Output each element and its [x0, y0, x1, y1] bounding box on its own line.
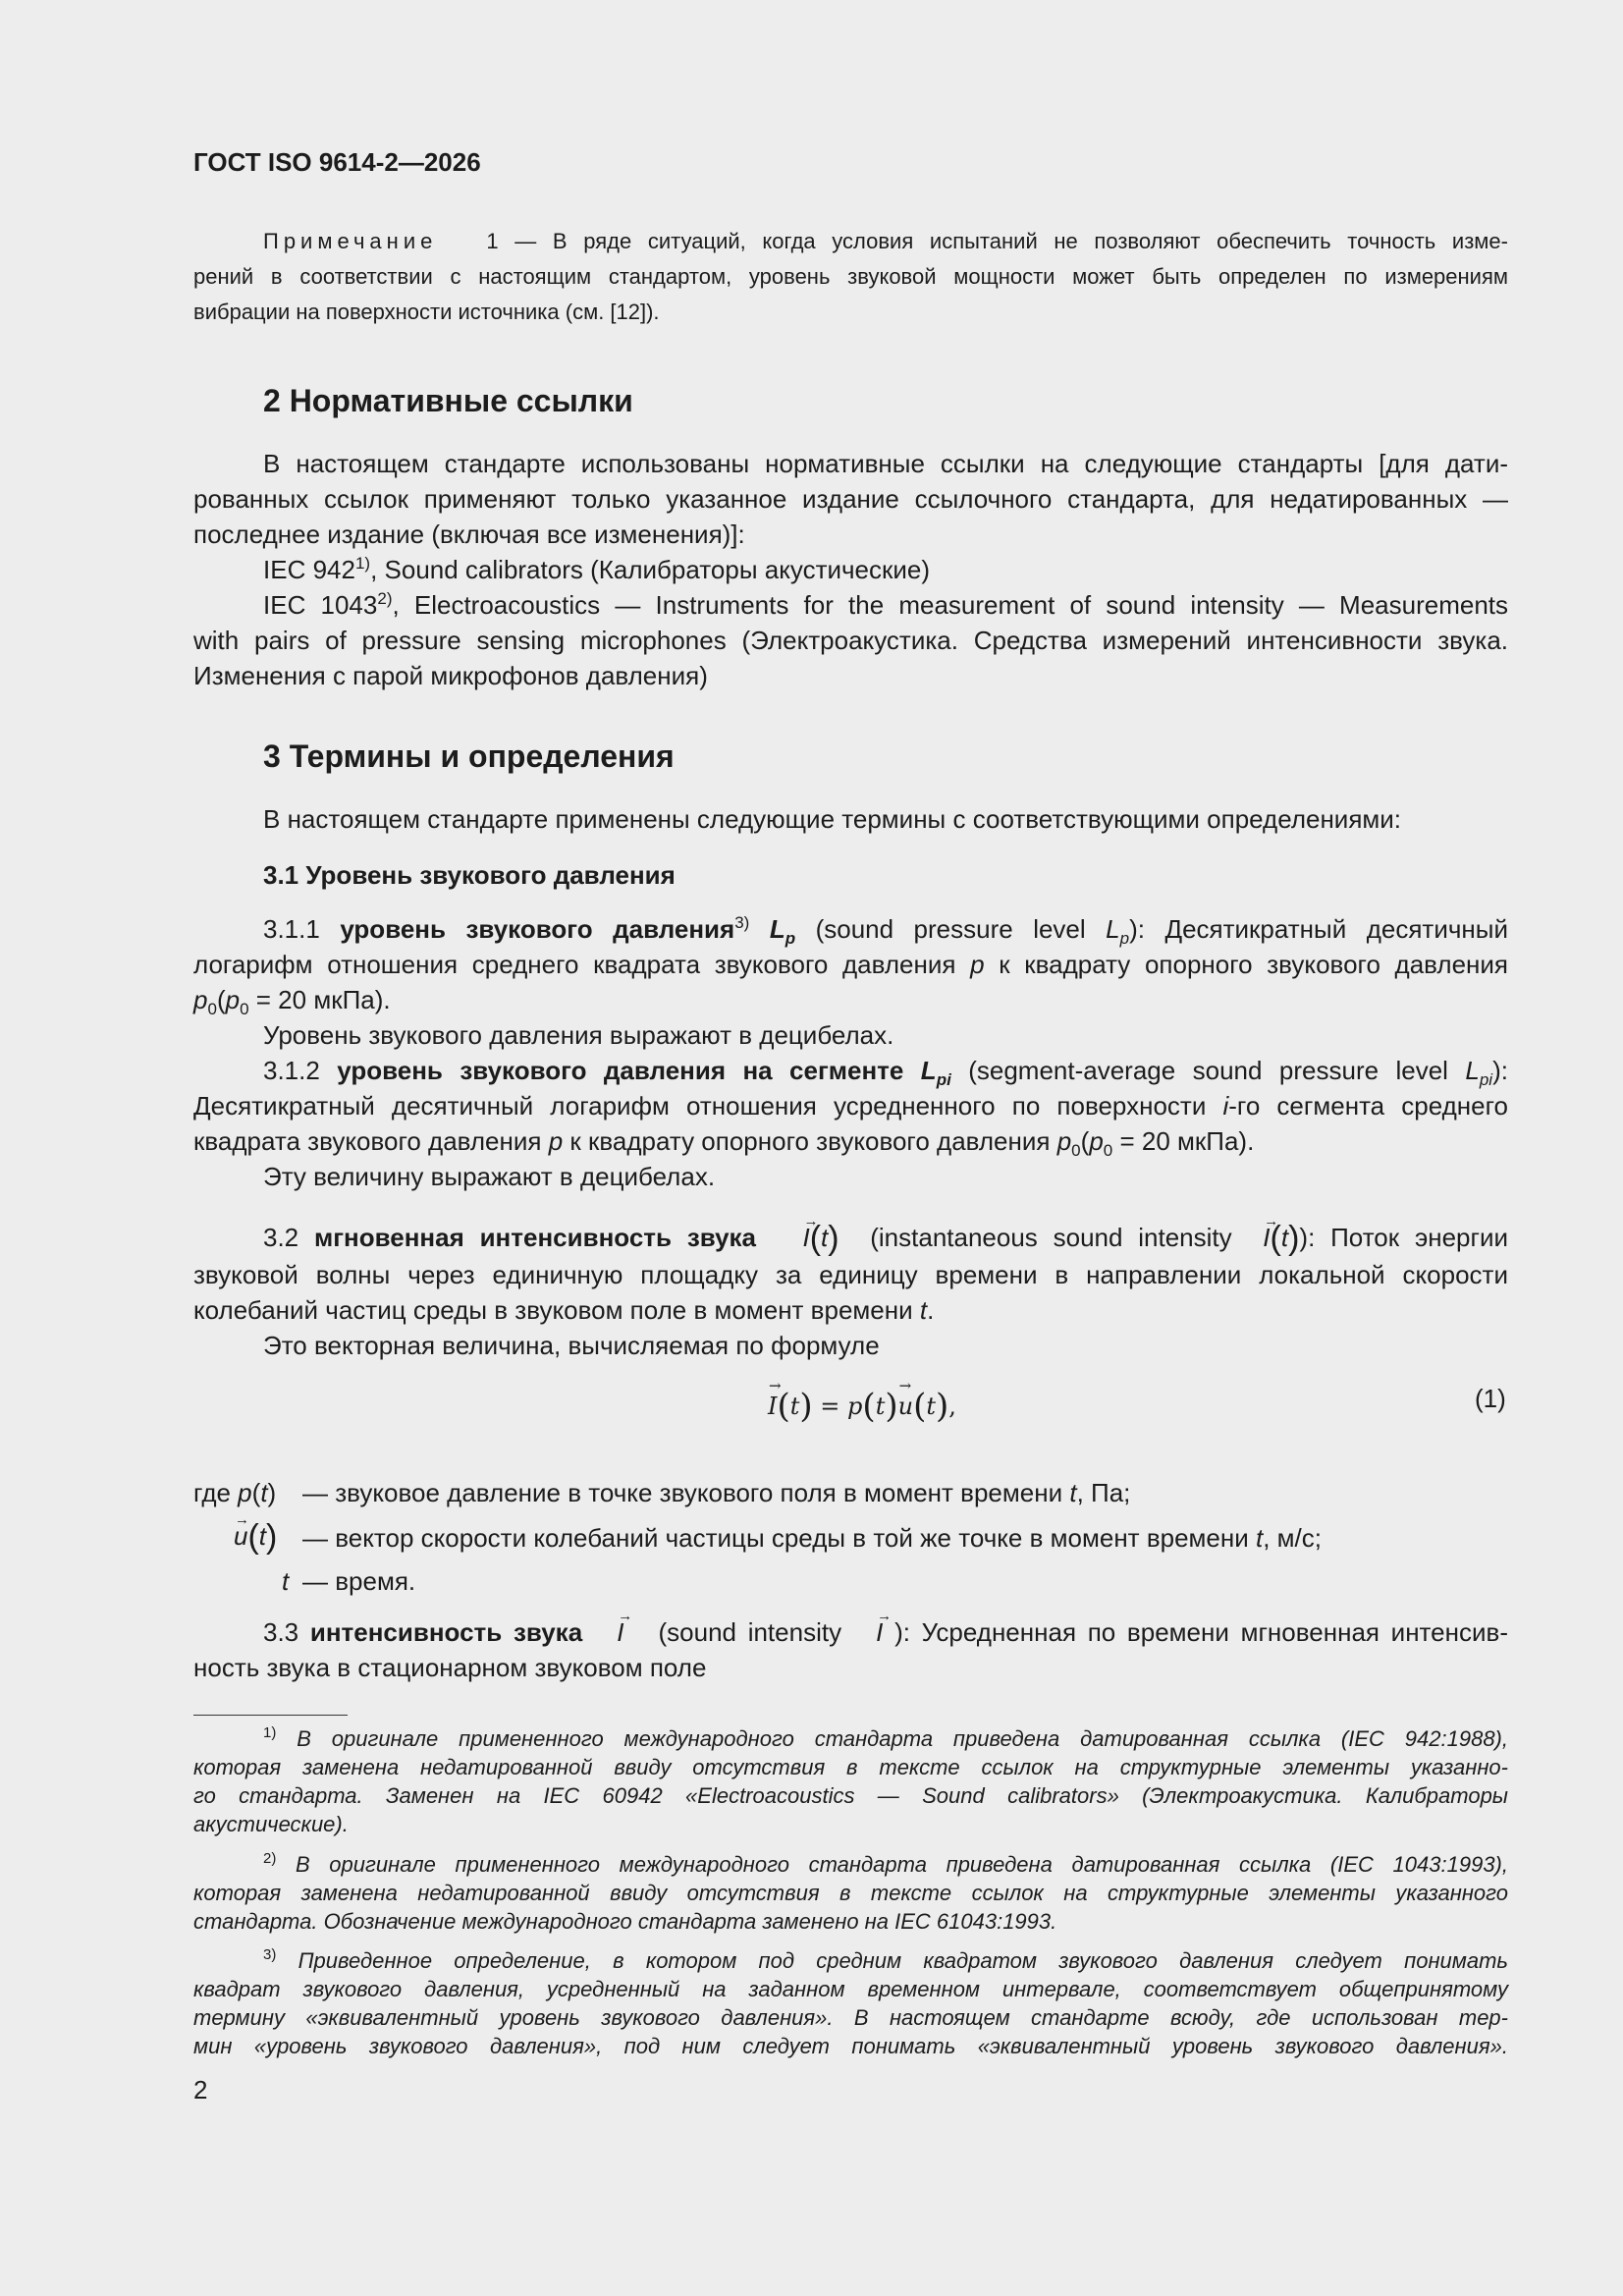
term-3-1-2-line-2: Десятикратный десятичный логарифм отношения усредненного по поверхности i-го сегмента среднего: [193, 1091, 1508, 1121]
term-3-2-line-3: колебаний частиц среды в звуковом поле в момент времени t.: [193, 1295, 935, 1325]
where-u-description: — вектор скорости колебаний частицы среды в той же точке в момент времени t, м/с;: [302, 1523, 1323, 1553]
term-3-1-2-line-4: Эту величину выражают в децибелах.: [263, 1162, 716, 1191]
page-number: 2: [193, 2075, 208, 2105]
footnote-1-line-2: которая заменена недатированной ввиду отсутствия в тексте ссылок на структурные элементы указанно-: [193, 1755, 1508, 1779]
document-header: ГОСТ ISO 9614-2—2026: [193, 147, 481, 177]
footnote-1-line-3: го стандарта. Заменен на IEC 60942 «Electroacoustics — Sound calibrators» (Электроакустика. Калибраторы: [193, 1783, 1508, 1808]
note-line-1: [263, 224, 1508, 259]
footnote-2: $^{2)}$ В оригинале примененного международного стандарта приведена датированная ссылка (IEC 1043:1993),: [263, 1850, 1508, 1877]
footnote-separator: [193, 1715, 348, 1716]
footnote-1-line-4: акустические).: [193, 1812, 349, 1836]
section-2-para-line-3: последнее издание (включая все изменения)]:: [193, 519, 745, 549]
footnote-3: $^{3)}$ Приведенное определение, в котором под средним квадратом звукового давления следует понимать: [263, 1946, 1508, 1973]
reference-iec-1043: IEC 1043$^{2)}$, Electroacoustics — Instruments for the measurement of sound intensity — Measurements: [263, 589, 1508, 620]
section-2-para-line-1: В настоящем стандарте использованы нормативные ссылки на следующие стандарты [для дати-: [263, 449, 1508, 478]
term-3-2-line-2: звуковой волны через единичную площадку за единицу времени в направлении локальной скорости: [193, 1260, 1508, 1289]
footnote-3-line-4: мин «уровень звукового давления», под ним следует понимать «эквивалентный уровень звукового давления».: [193, 2034, 1508, 2058]
footnote-2-line-2: которая заменена недатированной ввиду отсутствия в тексте ссылок на структурные элементы указанного: [193, 1881, 1508, 1905]
note-line-3: вибрации на поверхности источника (см. [12]).: [193, 300, 660, 324]
where-t-symbol: t: [282, 1566, 290, 1596]
reference-iec-942: IEC 942$^{1)}$, Sound calibrators (Калибраторы акустические): [263, 554, 931, 584]
reference-iec-1043-line-3: Изменения с парой микрофонов давления): [193, 661, 708, 690]
term-3-3: 3.3 интенсивность звука → I (sound intensity → I ): Усредненная по времени мгновенная интенсив-: [263, 1614, 1508, 1650]
term-3-1-1: 3.1.1 уровень звукового давления$^{3)}$ $L_p$ (sound pressure level $L_p$): Десятикратный десятичный: [263, 913, 1508, 948]
footnote-ref-1: 1): [354, 554, 371, 573]
reference-iec-1043-line-2: with pairs of pressure sensing microphones (Электроакустика. Средства измерений интенсивности звука.: [193, 626, 1508, 655]
where-p-symbol: где p(t): [193, 1478, 277, 1507]
section-3-title: 3 Термины и определения: [263, 738, 675, 774]
term-3-1-2: 3.1.2 уровень звукового давления на сегменте $L_{pi}$ (segment-average sound pressure level $L_{pi}$):: [263, 1056, 1508, 1089]
where-t-description: — время.: [302, 1566, 416, 1596]
term-3-1-1-line-3: $p_0(p_0 = 20$ мкПа).: [193, 985, 391, 1018]
note-number: 1: [486, 229, 499, 253]
section-2-title: 2 Нормативные ссылки: [263, 383, 633, 418]
subsection-3-1-title: 3.1 Уровень звукового давления: [263, 860, 676, 890]
section-2-para-line-2: рованных ссылок применяют только указанное издание ссылочного стандарта, для недатированных —: [193, 484, 1508, 514]
footnote-ref-2: 2): [377, 589, 393, 608]
footnote-3-line-2: квадрат звукового давления, усредненный на заданном временном интервале, соответствует общепринятому: [193, 1977, 1508, 2001]
term-3-1-1-line-4: Уровень звукового давления выражают в децибелах.: [263, 1020, 894, 1050]
footnote-ref-3: 3): [734, 913, 750, 932]
term-3-3-line-2: ность звука в стационарном звуковом поле: [193, 1653, 707, 1682]
note-label: Примечание: [263, 229, 438, 253]
note-line-2: рений в соответствии с настоящим стандартом, уровень звуковой мощности может быть определен по измерениям: [193, 264, 1508, 289]
term-3-1-2-line-3: квадрата звукового давления p к квадрату опорного звукового давления $p_0(p_0 = 20$ мкПа).: [193, 1126, 1255, 1160]
intensity-vector-symbol: → I: [802, 1220, 809, 1255]
term-3-2-line-4: Это векторная величина, вычисляемая по формуле: [263, 1331, 880, 1360]
section-3-intro: В настоящем стандарте применены следующие термины с соответствующими определениями:: [263, 804, 1402, 834]
where-p-description: — звуковое давление в точке звукового поля в момент времени t, Па;: [302, 1478, 1131, 1507]
footnote-1: $^{1)}$ В оригинале примененного международного стандарта приведена датированная ссылка (IEC 942:1988),: [263, 1724, 1508, 1751]
footnote-3-line-3: термину «эквивалентный уровень звукового давления». В настоящем стандарте всюду, где использован тер-: [193, 2005, 1508, 2030]
where-u-symbol: → u(t): [234, 1518, 277, 1555]
formula-1: → I(t) = p(t)→ u(t),: [768, 1387, 956, 1426]
note-text: — В ряде ситуаций, когда условия испытаний не позволяют обеспечить точность изме-: [514, 229, 1508, 253]
term-3-2: 3.2 мгновенная интенсивность звука → I(t) (instantaneous sound intensity → I(t)): Поток энергии: [263, 1220, 1508, 1256]
term-3-1-1-line-2: логарифм отношения среднего квадрата звукового давления p к квадрату опорного звукового давления: [193, 950, 1508, 979]
footnote-2-line-3: стандарта. Обозначение международного стандарта заменено на IEC 61043:1993.: [193, 1909, 1057, 1934]
formula-number: (1): [1475, 1384, 1506, 1413]
